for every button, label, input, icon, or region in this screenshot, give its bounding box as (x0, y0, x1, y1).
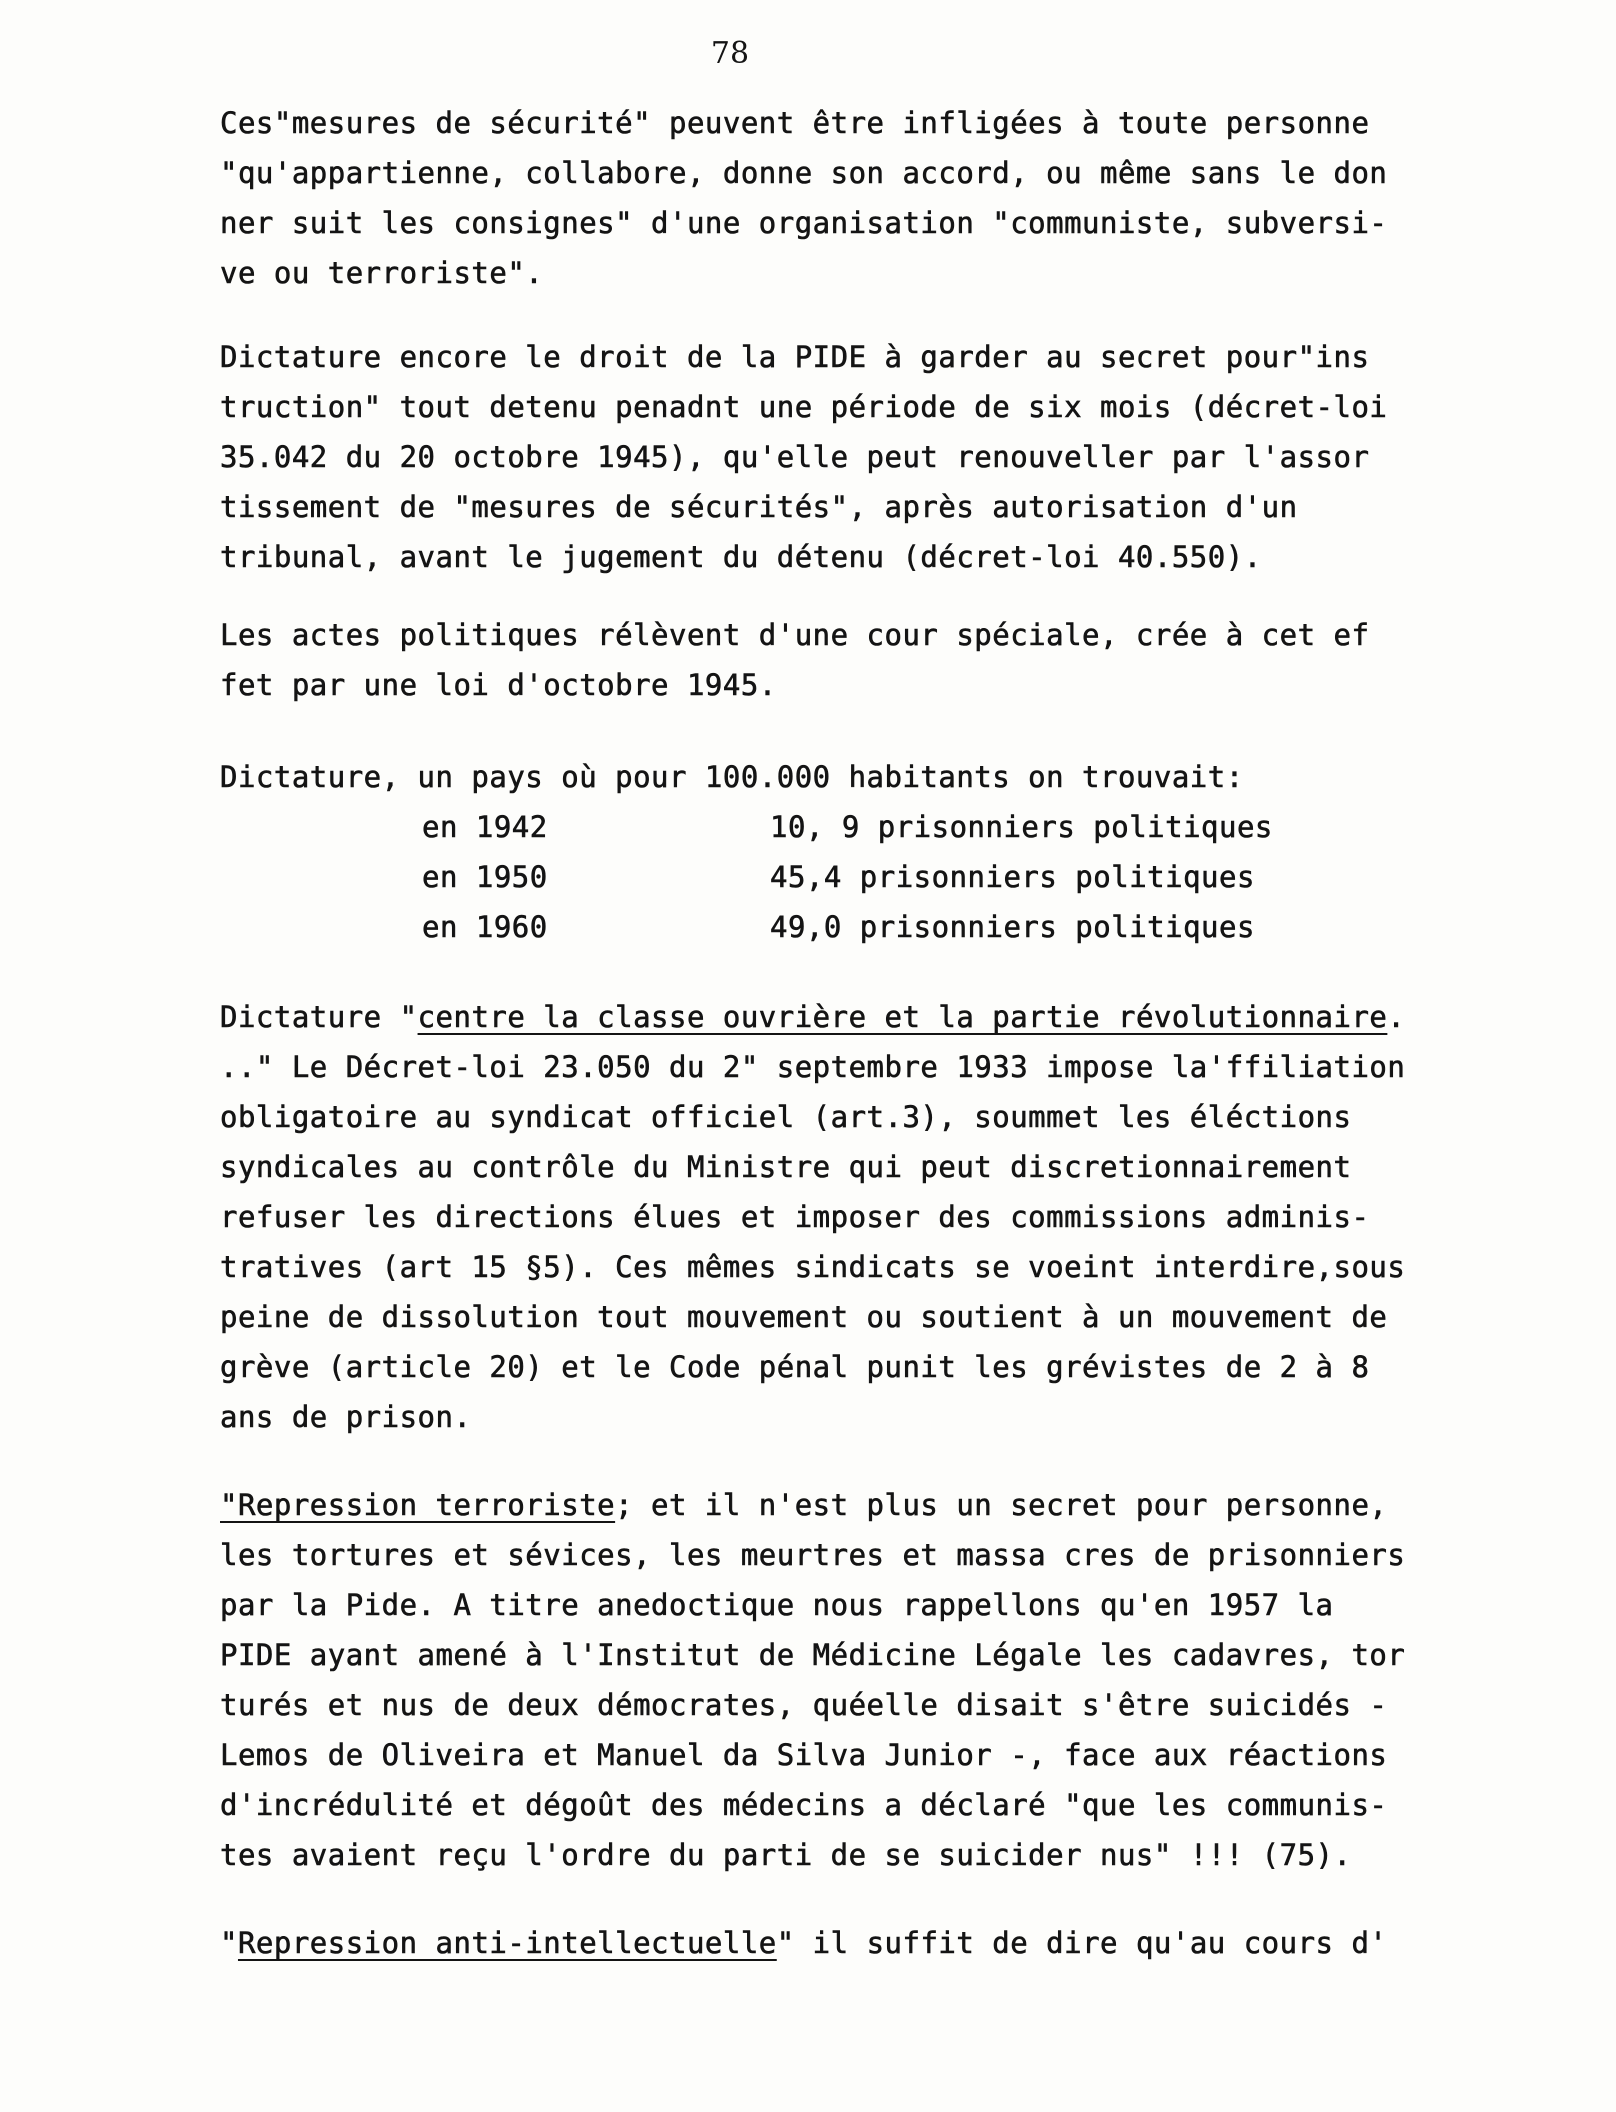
text-line: Dictature encore le droit de la PIDE à garder au secret pour"ins (220, 340, 1370, 374)
paragraph-terrorist-repression (220, 1480, 1580, 1880)
text-line: d'incrédulité et dégoût des médecins a déclaré "que les communis- (220, 1788, 1388, 1822)
text-line: fet par une loi d'octobre 1945. (220, 668, 777, 702)
text-line (220, 992, 1580, 1042)
paragraph-special-court (220, 610, 1580, 710)
text-segment: ; et il n'est plus un secret pour personne, (615, 1488, 1388, 1522)
text-line: par la Pide. A titre anedoctique nous rappellons qu'en 1957 la (220, 1588, 1334, 1622)
text-line: obligatoire au syndicat officiel (art.3), soummet les éléctions (220, 1100, 1352, 1134)
text-line: PIDE ayant amené à l'Institut de Médicine Légale les cadavres, tor (220, 1638, 1406, 1672)
statistics-year: en 1942 (422, 810, 548, 844)
statistics-row (220, 802, 1580, 852)
text-line: les tortures et sévices, les meurtres et massa cres de prisonniers (220, 1538, 1406, 1572)
text-segment: " il suffit de dire qu'au cours d' (776, 1926, 1388, 1960)
statistics-row (220, 902, 1580, 952)
text-line: Lemos de Oliveira et Manuel da Silva Junior -, face aux réactions (220, 1738, 1388, 1772)
paragraph-working-class (220, 992, 1580, 1442)
page-number: 78 (710, 36, 750, 71)
text-line: ans de prison. (220, 1400, 472, 1434)
text-line: "qu'appartienne, collabore, donne son accord, ou même sans le don (220, 156, 1388, 190)
text-line: syndicales au contrôle du Ministre qui peut discretionnairement (220, 1150, 1352, 1184)
text-segment: . (1387, 1000, 1406, 1034)
paragraph-prisoner-statistics (220, 752, 1580, 952)
text-line: ner suit les consignes" d'une organisation "communiste, subversi- (220, 206, 1388, 240)
text-segment: Dictature " (220, 1000, 418, 1034)
text-line: peine de dissolution tout mouvement ou soutient à un mouvement de (220, 1300, 1388, 1334)
paragraph-anti-intellectual (220, 1918, 1580, 1968)
text-line: 35.042 du 20 octobre 1945), qu'elle peut renouveller par l'assor (220, 440, 1370, 474)
text-line: tribunal, avant le jugement du détenu (décret-loi 40.550). (220, 540, 1262, 574)
text-line: grève (article 20) et le Code pénal punit les grévistes de 2 à 8 (220, 1350, 1370, 1384)
text-segment: " (220, 1926, 238, 1960)
statistics-year: en 1950 (422, 860, 548, 894)
text-line: truction" tout detenu penadnt une période de six mois (décret-loi (220, 390, 1388, 424)
text-line: .." Le Décret-loi 23.050 du 2" septembre 1933 impose la'ffiliation (220, 1050, 1406, 1084)
underlined-phrase: centre la classe ouvrière et la partie révolutionnaire (417, 1000, 1388, 1034)
text-line: tes avaient reçu l'ordre du parti de se suicider nus" !!! (75). (220, 1838, 1352, 1872)
text-line: ve ou terroriste". (220, 256, 544, 290)
text-line: refuser les directions élues et imposer des commissions adminis- (220, 1200, 1370, 1234)
text-line: tissement de "mesures de sécurités", après autorisation d'un (220, 490, 1298, 524)
statistics-value: 45,4 prisonniers politiques (770, 860, 1255, 894)
text-line: Ces"mesures de sécurité" peuvent être infligées à toute personne (220, 106, 1370, 140)
statistics-value: 10, 9 prisonniers politiques (770, 810, 1273, 844)
text-line: turés et nus de deux démocrates, quéelle disait s'être suicidés - (220, 1688, 1388, 1722)
underlined-phrase: Repression anti-intellectuelle (237, 1926, 777, 1960)
text-line (220, 1480, 1580, 1530)
document-body (220, 98, 1580, 1968)
paragraph-security-measures (220, 98, 1580, 298)
text-line: tratives (art 15 §5). Ces mêmes sindicats se voeint interdire,sous (220, 1250, 1406, 1284)
text-line: Les actes politiques rélèvent d'une cour spéciale, crée à cet ef (220, 618, 1370, 652)
statistics-year: en 1960 (422, 910, 548, 944)
text-line (220, 1918, 1580, 1968)
paragraph-pide-secret (220, 332, 1580, 582)
statistics-value: 49,0 prisonniers politiques (770, 910, 1255, 944)
statistics-row (220, 852, 1580, 902)
underlined-phrase: "Repression terroriste (220, 1488, 616, 1522)
statistics-intro: Dictature, un pays où pour 100.000 habitants on trouvait: (220, 760, 1244, 794)
